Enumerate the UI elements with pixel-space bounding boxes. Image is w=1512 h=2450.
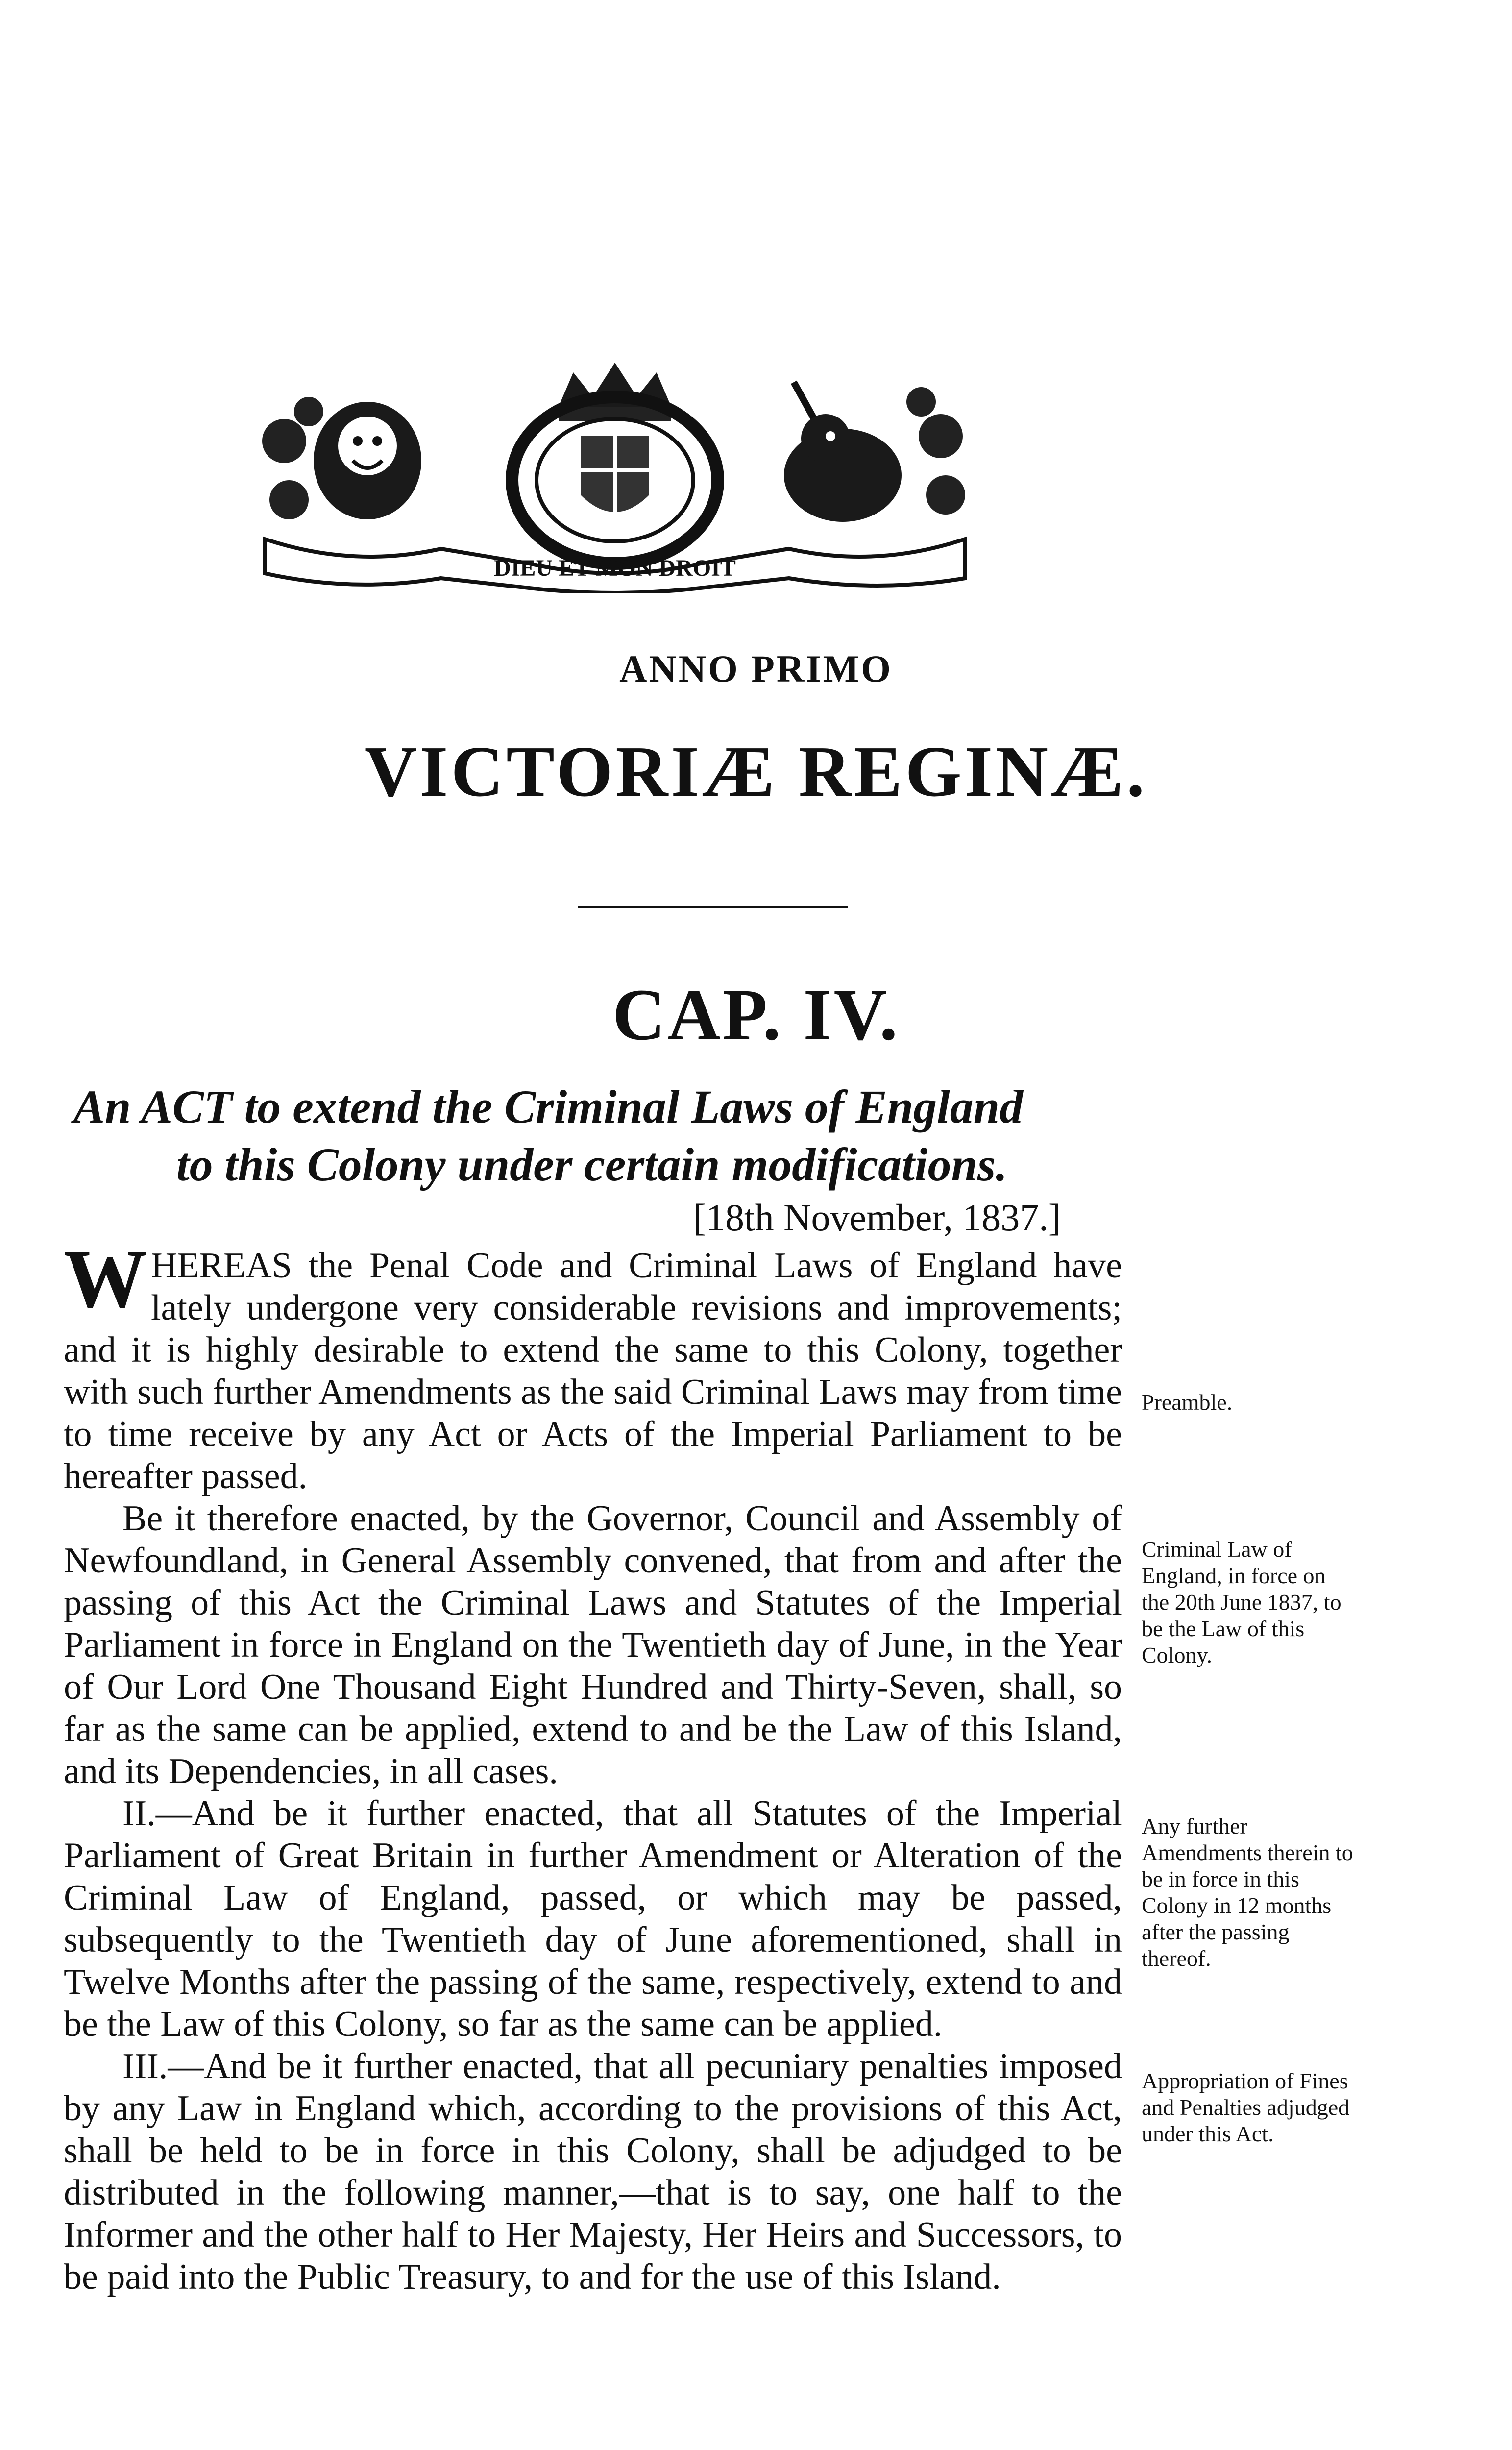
royal-coat-of-arms: [255, 353, 975, 593]
regnal-title: VICTORIÆ REGINÆ.: [364, 732, 1148, 812]
preamble-paragraph: [64, 1233, 1122, 1497]
motto-text: DIEU ET MON DROIT: [494, 555, 736, 581]
act-title-line-2: to this Colony under certain modifications.: [176, 1138, 1008, 1191]
act-body: [64, 1233, 1122, 2298]
margin-note-1: Criminal Law of England, in force on the 20th June 1837, to be the Law of this Colony.: [1142, 1537, 1341, 1667]
margin-note-3: Appropriation of Fines and Penalties adjudged under this Act.: [1142, 2068, 1350, 2146]
section-3-paragraph: III.—And be it further enacted, that all pecuniary penalties imposed by any Law in England which, according to the provisions of this Act, shall be held to be in force in this Colony, shall be adjudged to be distributed in the following manner,—that is to say, one half to the Informer and the other half to Her Majesty, Her Heirs and Successors, to be paid into the Public Treasury, to and for the use of this Island.: [64, 2046, 1122, 2297]
anno-heading: ANNO PRIMO: [619, 647, 893, 690]
margin-note-preamble: Preamble.: [1142, 1390, 1233, 1415]
act-title-line-1: An ACT to extend the Criminal Laws of England: [73, 1080, 1024, 1133]
section-2-paragraph: II.—And be it further enacted, that all Statutes of the Imperial Parliament of Great Britain in further Amendment or Alteration of the Criminal Law of England, passed, or which may be passed, subsequently to the Twentieth day of June aforementioned, shall in Twelve Months after the passing of the same, respectively, extend to and be the Law of this Colony, so far as the same can be applied.: [64, 1793, 1122, 2044]
margin-note-2: Any further Amendments therein to be in force in this Colony in 12 months after the passing thereof.: [1142, 1813, 1353, 1971]
coat-of-arms-icon: [255, 353, 975, 593]
title-rule: [578, 906, 848, 908]
drop-cap: W: [64, 1233, 147, 1325]
act-title: [73, 1078, 1421, 1194]
section-1-paragraph: Be it therefore enacted, by the Governor, Council and Assembly of Newfoundland, in General Assembly convened, that from and after the passing of this Act the Criminal Laws and Statutes of the Imperial Parliament in force in England on the Twentieth day of June, in the Year of Our Lord One Thousand Eight Hundred and Thirty-Seven, shall, so far as the same can be applied, extend to and be the Law of this Island, and its Dependencies, in all cases.: [64, 1498, 1122, 1791]
preamble-text: HEREAS the Penal Code and Criminal Laws of England have lately undergone very considerable revisions and improvements; and it is highly desirable to extend the same to this Colony, together with such further Amendments as the said Criminal Laws may from time to time receive by any Act or Acts of the Imperial Parliament to be hereafter passed.: [64, 1246, 1122, 1496]
chapter-number: CAP. IV.: [612, 974, 900, 1055]
act-date: [18th November, 1837.]: [693, 1196, 1061, 1239]
